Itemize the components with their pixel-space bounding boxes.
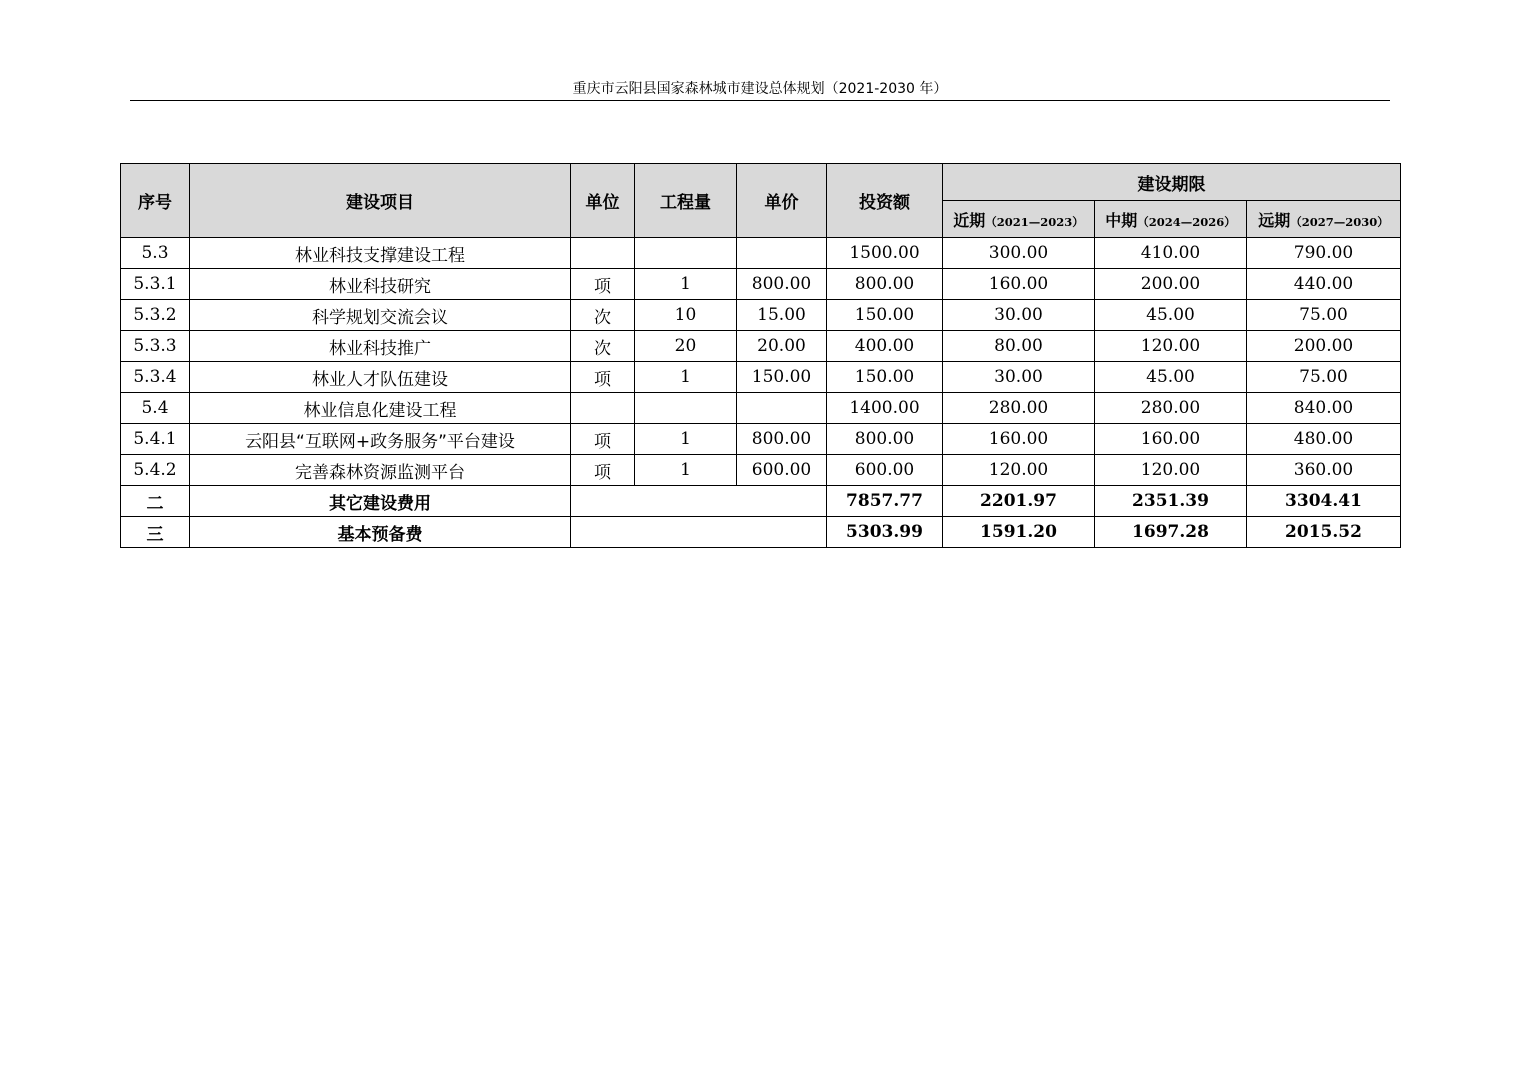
table-row [121, 393, 1401, 424]
cell-investment: 1400.00 [827, 393, 943, 424]
cell-investment: 800.00 [827, 269, 943, 300]
mid-years: （2024—2026） [1137, 214, 1236, 229]
cell-seq: 二 [121, 486, 190, 517]
cell-mid: 45.00 [1095, 300, 1247, 331]
cell-empty-merged [571, 517, 827, 548]
cell-far: 480.00 [1247, 424, 1401, 455]
col-header-unit: 单位 [571, 164, 635, 238]
cell-quantity [635, 393, 737, 424]
table-row [121, 424, 1401, 455]
col-header-price: 单价 [737, 164, 827, 238]
cell-mid: 1697.28 [1095, 517, 1247, 548]
cell-price: 15.00 [737, 300, 827, 331]
cell-near: 120.00 [943, 455, 1095, 486]
col-header-near [943, 201, 1095, 238]
cell-quantity: 20 [635, 331, 737, 362]
cell-price: 150.00 [737, 362, 827, 393]
cell-unit: 次 [571, 331, 635, 362]
cell-price: 800.00 [737, 424, 827, 455]
cell-project: 林业科技支撑建设工程 [190, 238, 571, 269]
cell-near: 30.00 [943, 362, 1095, 393]
cell-seq: 三 [121, 517, 190, 548]
cell-unit [571, 238, 635, 269]
table-row [121, 362, 1401, 393]
cell-unit: 项 [571, 455, 635, 486]
table-row [121, 300, 1401, 331]
cell-near: 160.00 [943, 269, 1095, 300]
col-header-mid [1095, 201, 1247, 238]
cell-project: 林业科技推广 [190, 331, 571, 362]
cell-far: 360.00 [1247, 455, 1401, 486]
cell-mid: 2351.39 [1095, 486, 1247, 517]
cell-mid: 410.00 [1095, 238, 1247, 269]
cell-quantity: 1 [635, 455, 737, 486]
cell-project: 云阳县“互联网+政务服务”平台建设 [190, 424, 571, 455]
cell-seq: 5.3.3 [121, 331, 190, 362]
cell-project: 完善森林资源监测平台 [190, 455, 571, 486]
cell-investment: 800.00 [827, 424, 943, 455]
cell-near: 30.00 [943, 300, 1095, 331]
cell-mid: 160.00 [1095, 424, 1247, 455]
cell-far: 3304.41 [1247, 486, 1401, 517]
cell-price [737, 238, 827, 269]
cell-seq: 5.4.2 [121, 455, 190, 486]
budget-table [120, 163, 1401, 548]
far-label: 远期 [1258, 210, 1291, 230]
cell-investment: 150.00 [827, 300, 943, 331]
summary-row [121, 486, 1401, 517]
cell-project: 林业科技研究 [190, 269, 571, 300]
cell-quantity: 10 [635, 300, 737, 331]
cell-price: 600.00 [737, 455, 827, 486]
cell-unit [571, 393, 635, 424]
cell-investment: 5303.99 [827, 517, 943, 548]
cell-project: 林业信息化建设工程 [190, 393, 571, 424]
cell-unit: 项 [571, 269, 635, 300]
col-header-project: 建设项目 [190, 164, 571, 238]
cell-empty-merged [571, 486, 827, 517]
cell-mid: 120.00 [1095, 331, 1247, 362]
table-row [121, 269, 1401, 300]
cell-investment: 600.00 [827, 455, 943, 486]
cell-near: 280.00 [943, 393, 1095, 424]
cell-far: 440.00 [1247, 269, 1401, 300]
cell-far: 840.00 [1247, 393, 1401, 424]
cell-price: 800.00 [737, 269, 827, 300]
cell-far: 200.00 [1247, 331, 1401, 362]
col-header-seq: 序号 [121, 164, 190, 238]
cell-quantity: 1 [635, 424, 737, 455]
cell-seq: 5.3.2 [121, 300, 190, 331]
cell-mid: 120.00 [1095, 455, 1247, 486]
cell-investment: 7857.77 [827, 486, 943, 517]
cell-far: 790.00 [1247, 238, 1401, 269]
cell-seq: 5.3.4 [121, 362, 190, 393]
cell-far: 75.00 [1247, 300, 1401, 331]
cell-near: 1591.20 [943, 517, 1095, 548]
cell-near: 80.00 [943, 331, 1095, 362]
col-header-investment: 投资额 [827, 164, 943, 238]
cell-mid: 45.00 [1095, 362, 1247, 393]
cell-seq: 5.3 [121, 238, 190, 269]
cell-far: 75.00 [1247, 362, 1401, 393]
cell-seq: 5.4 [121, 393, 190, 424]
cell-price: 20.00 [737, 331, 827, 362]
cell-project: 林业人才队伍建设 [190, 362, 571, 393]
cell-near: 2201.97 [943, 486, 1095, 517]
summary-row [121, 517, 1401, 548]
near-label: 近期 [953, 210, 986, 230]
table-row [121, 238, 1401, 269]
col-header-quantity: 工程量 [635, 164, 737, 238]
cell-project: 科学规划交流会议 [190, 300, 571, 331]
col-header-period: 建设期限 [943, 164, 1401, 201]
cell-unit: 次 [571, 300, 635, 331]
cell-investment: 400.00 [827, 331, 943, 362]
table-row [121, 455, 1401, 486]
cell-investment: 150.00 [827, 362, 943, 393]
col-header-far [1247, 201, 1401, 238]
cell-quantity: 1 [635, 362, 737, 393]
cell-near: 160.00 [943, 424, 1095, 455]
cell-unit: 项 [571, 424, 635, 455]
cell-seq: 5.4.1 [121, 424, 190, 455]
near-years: （2021—2023） [985, 214, 1084, 229]
cell-project: 其它建设费用 [190, 486, 571, 517]
cell-investment: 1500.00 [827, 238, 943, 269]
page-header-title: 重庆市云阳县国家森林城市建设总体规划（2021-2030 年） [572, 81, 948, 97]
far-years: （2027—2030） [1290, 214, 1389, 229]
cell-mid: 280.00 [1095, 393, 1247, 424]
cell-project: 基本预备费 [190, 517, 571, 548]
cell-quantity: 1 [635, 269, 737, 300]
table-header-row [121, 164, 1401, 201]
cell-far: 2015.52 [1247, 517, 1401, 548]
cell-quantity [635, 238, 737, 269]
table-body [121, 238, 1401, 548]
cell-mid: 200.00 [1095, 269, 1247, 300]
cell-near: 300.00 [943, 238, 1095, 269]
cell-price [737, 393, 827, 424]
cell-seq: 5.3.1 [121, 269, 190, 300]
table-row [121, 331, 1401, 362]
page-header [130, 76, 1390, 101]
cell-unit: 项 [571, 362, 635, 393]
mid-label: 中期 [1105, 210, 1138, 230]
